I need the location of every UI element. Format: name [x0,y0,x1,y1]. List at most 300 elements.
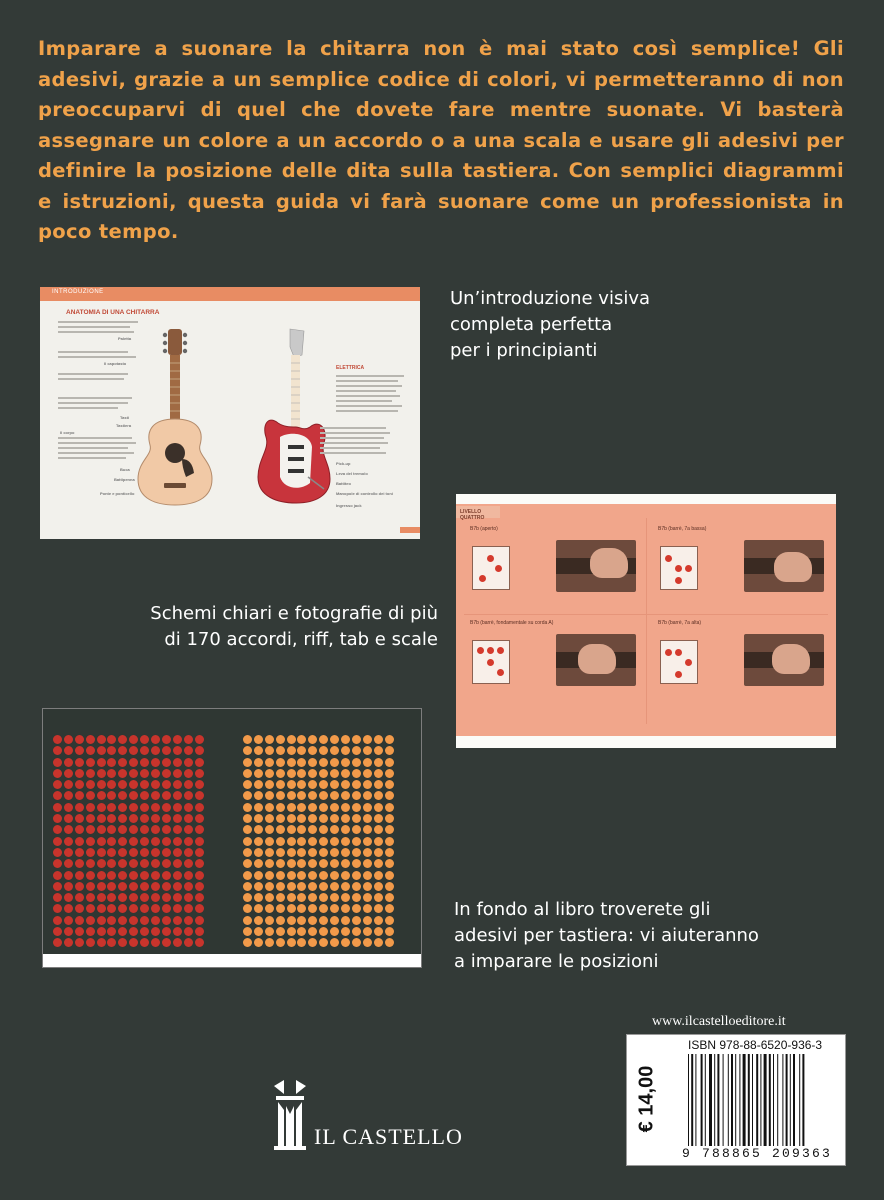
sticker-dot [385,893,394,902]
sticker-dot [374,791,383,800]
sticker-dot [75,916,84,925]
sticker-dot [363,859,372,868]
sticker-dot [162,837,171,846]
sticker-dot [330,769,339,778]
sticker-dot [330,758,339,767]
sticker-dot [308,871,317,880]
sticker-dot [162,825,171,834]
sticker-dot [118,927,127,936]
sticker-dot [243,882,252,891]
sticker-dot [173,735,182,744]
sticker-dot [352,735,361,744]
sticker-dot [352,904,361,913]
sticker-dot [140,758,149,767]
label-paletta: Paletta [118,336,132,341]
sticker-dot [374,814,383,823]
sticker-dot [308,938,317,947]
sticker-dot [341,882,350,891]
sticker-dot [53,848,62,857]
sample-page-stickers [42,708,422,968]
chord-cell-1: B7b (aperto) [464,524,644,612]
sticker-dot [374,825,383,834]
sticker-dot [129,893,138,902]
sticker-dot [363,837,372,846]
sticker-dot [363,825,372,834]
sticker-dot [53,837,62,846]
sticker-dot [107,746,116,755]
sticker-dot [385,825,394,834]
sticker-dot [352,746,361,755]
sticker-dot [243,916,252,925]
orange-sticker-sheet [243,735,395,950]
sticker-dot [151,837,160,846]
sticker-dot [118,848,127,857]
caption-stickers: In fondo al libro troverete gli adesivi per tastiera: vi aiuteranno a imparare le posizioni [454,899,759,972]
sticker-dot [287,814,296,823]
sticker-dot [276,791,285,800]
sticker-dot [287,837,296,846]
sticker-dot [254,893,263,902]
sticker-dot [308,848,317,857]
sticker-dot [385,814,394,823]
sticker-dot [287,859,296,868]
sticker-dot [385,758,394,767]
sticker-dot [195,938,204,947]
label-corpo: Il corpo [60,430,75,435]
sticker-dot [53,904,62,913]
label-jack: Ingresso jack [336,503,362,508]
sticker-dot [86,803,95,812]
label-manopole: Manopole di controllo dei toni [336,491,393,496]
sticker-dot [53,859,62,868]
sticker-dot [195,825,204,834]
sticker-dot [297,882,306,891]
sticker-dot [151,893,160,902]
sticker-dot [75,848,84,857]
sticker-dot [254,859,263,868]
sticker-dot [341,848,350,857]
sticker-dot [53,871,62,880]
sticker-dot [265,769,274,778]
sticker-dot [352,803,361,812]
sticker-dot [173,791,182,800]
sticker-dot [64,927,73,936]
sticker-dot [352,859,361,868]
sticker-dot [243,746,252,755]
sticker-dot [374,837,383,846]
sticker-dot [195,848,204,857]
sticker-dot [352,837,361,846]
sticker-dot [129,791,138,800]
sticker-dot [162,893,171,902]
sticker-dot [319,814,328,823]
sticker-dot [75,769,84,778]
caption-chords: Schemi chiari e fotografie di più di 170 accordi, riff, tab e scale [150,603,438,650]
sticker-dot [118,791,127,800]
sticker-dot [53,758,62,767]
sticker-dot [276,746,285,755]
sticker-dot [86,882,95,891]
sticker-dot [385,927,394,936]
sticker-dot [53,803,62,812]
sticker-dot [97,882,106,891]
barcode [686,1054,840,1146]
sticker-dot [297,837,306,846]
sticker-dot [97,758,106,767]
sticker-dot [118,780,127,789]
sticker-dot [97,825,106,834]
sticker-dot [243,814,252,823]
sticker-dot [330,825,339,834]
sticker-dot [341,859,350,868]
sticker-dot [107,769,116,778]
sticker-dot [385,916,394,925]
sticker-dot [129,769,138,778]
sticker-dot [184,882,193,891]
sticker-dot [140,837,149,846]
sticker-dot [330,814,339,823]
electric-guitar-illustration [250,327,340,507]
sticker-dot [297,803,306,812]
sticker-dot [254,735,263,744]
sticker-dot [308,882,317,891]
sticker-dot [265,871,274,880]
sticker-dot [243,769,252,778]
sticker-dot [330,916,339,925]
sticker-dot [97,916,106,925]
sticker-dot [276,803,285,812]
sticker-dot [173,746,182,755]
sticker-dot [97,780,106,789]
sticker-dot [53,791,62,800]
sticker-dot [140,735,149,744]
sticker-dot [319,859,328,868]
sticker-dot [151,791,160,800]
sticker-dot [254,746,263,755]
label-tastiera: Tastiera [116,423,132,428]
sticker-dot [195,791,204,800]
sticker-dot [363,814,372,823]
sticker-dot [184,803,193,812]
sticker-dot [330,938,339,947]
sticker-dot [140,848,149,857]
sticker-dot [265,893,274,902]
sticker-dot [97,927,106,936]
sticker-dot [151,882,160,891]
sticker-dot [184,758,193,767]
sticker-dot [173,938,182,947]
sticker-dot [64,803,73,812]
sticker-dot [243,825,252,834]
sticker-dot [276,814,285,823]
sticker-dot [254,927,263,936]
sticker-dot [162,814,171,823]
sticker-dot [276,859,285,868]
sticker-dot [75,746,84,755]
sticker-dot [374,904,383,913]
sticker-dot [363,927,372,936]
sticker-dot [276,735,285,744]
sticker-dot [140,938,149,947]
sticker-dot [243,837,252,846]
sticker-dot [86,746,95,755]
sticker-dot [385,859,394,868]
sticker-dot [75,814,84,823]
label-tasti: Tasti [120,415,130,420]
sticker-dot [118,871,127,880]
sticker-dot [86,769,95,778]
sticker-dot [173,882,182,891]
sticker-dot [75,859,84,868]
sticker-dot [243,904,252,913]
sticker-dot [195,837,204,846]
sticker-dot [385,904,394,913]
price-label: € 14,00 [635,1065,658,1133]
page-tab: INTRODUZIONE [52,289,104,295]
sticker-dot [107,916,116,925]
sticker-dot [86,848,95,857]
sticker-dot [162,938,171,947]
sticker-dot [308,769,317,778]
sticker-dot [319,938,328,947]
sticker-dot [129,825,138,834]
sticker-dot [151,927,160,936]
sticker-dot [254,814,263,823]
sticker-dot [352,791,361,800]
sticker-dot [129,871,138,880]
sticker-dot [162,927,171,936]
sticker-dot [75,927,84,936]
sticker-dot [86,758,95,767]
sticker-dot [184,825,193,834]
sticker-dot [287,938,296,947]
sticker-dot [195,882,204,891]
sticker-dot [64,837,73,846]
sticker-dot [308,859,317,868]
sticker-dot [308,837,317,846]
sticker-dot [254,904,263,913]
sticker-dot [352,893,361,902]
sticker-dot [97,837,106,846]
sticker-dot [173,837,182,846]
sticker-dot [64,746,73,755]
sticker-dot [184,837,193,846]
sticker-dot [330,803,339,812]
sticker-dot [265,837,274,846]
sticker-dot [162,735,171,744]
isbn-number: ISBN 978-88-6520-936-3 [688,1038,823,1052]
sticker-dot [363,904,372,913]
sticker-dot [243,791,252,800]
sticker-dot [330,746,339,755]
sticker-dot [140,882,149,891]
sticker-dot [173,871,182,880]
sticker-dot [385,780,394,789]
sticker-dot [297,871,306,880]
sticker-dot [297,780,306,789]
label-leva: Leva del tremolo [336,471,368,476]
sticker-dot [330,927,339,936]
sticker-dot [265,882,274,891]
sticker-dot [118,904,127,913]
red-sticker-sheet [53,735,205,950]
sticker-dot [184,746,193,755]
sticker-dot [97,938,106,947]
sticker-dot [308,791,317,800]
sticker-dot [352,882,361,891]
sticker-dot [287,791,296,800]
sticker-dot [195,746,204,755]
sticker-dot [162,746,171,755]
sticker-dot [64,825,73,834]
label-pickup: Pick-up [336,461,351,466]
sticker-dot [297,938,306,947]
sticker-dot [86,927,95,936]
sticker-dot [184,927,193,936]
sticker-dot [319,882,328,891]
sticker-dot [53,938,62,947]
sticker-dot [374,859,383,868]
sticker-dot [140,893,149,902]
label-capotasto: Il capotasto [104,361,127,366]
sticker-dot [243,848,252,857]
publisher-name: IL CASTELLO [314,1124,463,1149]
sample-page-anatomy [40,287,420,539]
sticker-dot [107,938,116,947]
sticker-dot [319,927,328,936]
sticker-dot [195,871,204,880]
sticker-dot [107,791,116,800]
sticker-dot [374,916,383,925]
sticker-dot [129,803,138,812]
sticker-dot [64,758,73,767]
sticker-dot [184,871,193,880]
sticker-dot [129,938,138,947]
sticker-dot [287,882,296,891]
label-battipenna: Battipenna [114,477,135,482]
sticker-dot [243,735,252,744]
sticker-dot [107,904,116,913]
sticker-dot [363,746,372,755]
sticker-dot [385,882,394,891]
sticker-dot [86,938,95,947]
sticker-dot [64,769,73,778]
sticker-dot [75,938,84,947]
sticker-dot [140,780,149,789]
sticker-dot [75,837,84,846]
sticker-dot [374,893,383,902]
sticker-dot [374,769,383,778]
sticker-dot [107,893,116,902]
sticker-dot [363,871,372,880]
sticker-dot [86,814,95,823]
sticker-dot [140,904,149,913]
sticker-dot [107,780,116,789]
sticker-dot [319,780,328,789]
sticker-dot [107,927,116,936]
sticker-dot [86,871,95,880]
sticker-dot [287,893,296,902]
sticker-dot [330,837,339,846]
sticker-dot [162,803,171,812]
sticker-dot [173,916,182,925]
sticker-dot [151,916,160,925]
sticker-dot [363,769,372,778]
sticker-dot [308,825,317,834]
sticker-dot [75,791,84,800]
sticker-dot [374,938,383,947]
sticker-dot [75,825,84,834]
sticker-dot [265,791,274,800]
sticker-dot [341,780,350,789]
sticker-dot [243,871,252,880]
sticker-dot [162,916,171,925]
sticker-dot [75,803,84,812]
sticker-dot [97,746,106,755]
sticker-dot [319,837,328,846]
sticker-dot [363,882,372,891]
sticker-dot [330,780,339,789]
sticker-dot [297,859,306,868]
sticker-dot [184,893,193,902]
sticker-dot [341,791,350,800]
sticker-dot [319,871,328,880]
sticker-dot [118,893,127,902]
sticker-dot [195,758,204,767]
sticker-dot [173,927,182,936]
publisher-website[interactable]: www.ilcastelloeditore.it [652,1014,786,1029]
sticker-dot [97,769,106,778]
sticker-dot [385,803,394,812]
sticker-dot [243,893,252,902]
sticker-dot [162,780,171,789]
sticker-dot [184,848,193,857]
sticker-dot [97,848,106,857]
sticker-dot [308,758,317,767]
sticker-dot [287,916,296,925]
sticker-dot [97,893,106,902]
sticker-dot [297,735,306,744]
sticker-dot [374,735,383,744]
sticker-dot [287,803,296,812]
sticker-dot [297,848,306,857]
sticker-dot [118,814,127,823]
sticker-dot [276,904,285,913]
sticker-dot [341,893,350,902]
sticker-dot [195,769,204,778]
sticker-dot [151,814,160,823]
sticker-dot [265,904,274,913]
sticker-dot [308,814,317,823]
sticker-dot [276,848,285,857]
sticker-dot [140,916,149,925]
sticker-dot [276,871,285,880]
sticker-dot [341,837,350,846]
sticker-dot [118,916,127,925]
sticker-dot [341,758,350,767]
sticker-dot [53,825,62,834]
sticker-dot [195,916,204,925]
sticker-dot [341,904,350,913]
sticker-dot [265,848,274,857]
sticker-dot [352,769,361,778]
sticker-dot [184,859,193,868]
page-header: LIVELLO QUATTRO [456,506,500,518]
sticker-dot [308,735,317,744]
sticker-dot [86,735,95,744]
sticker-dot [118,803,127,812]
sticker-dot [162,904,171,913]
